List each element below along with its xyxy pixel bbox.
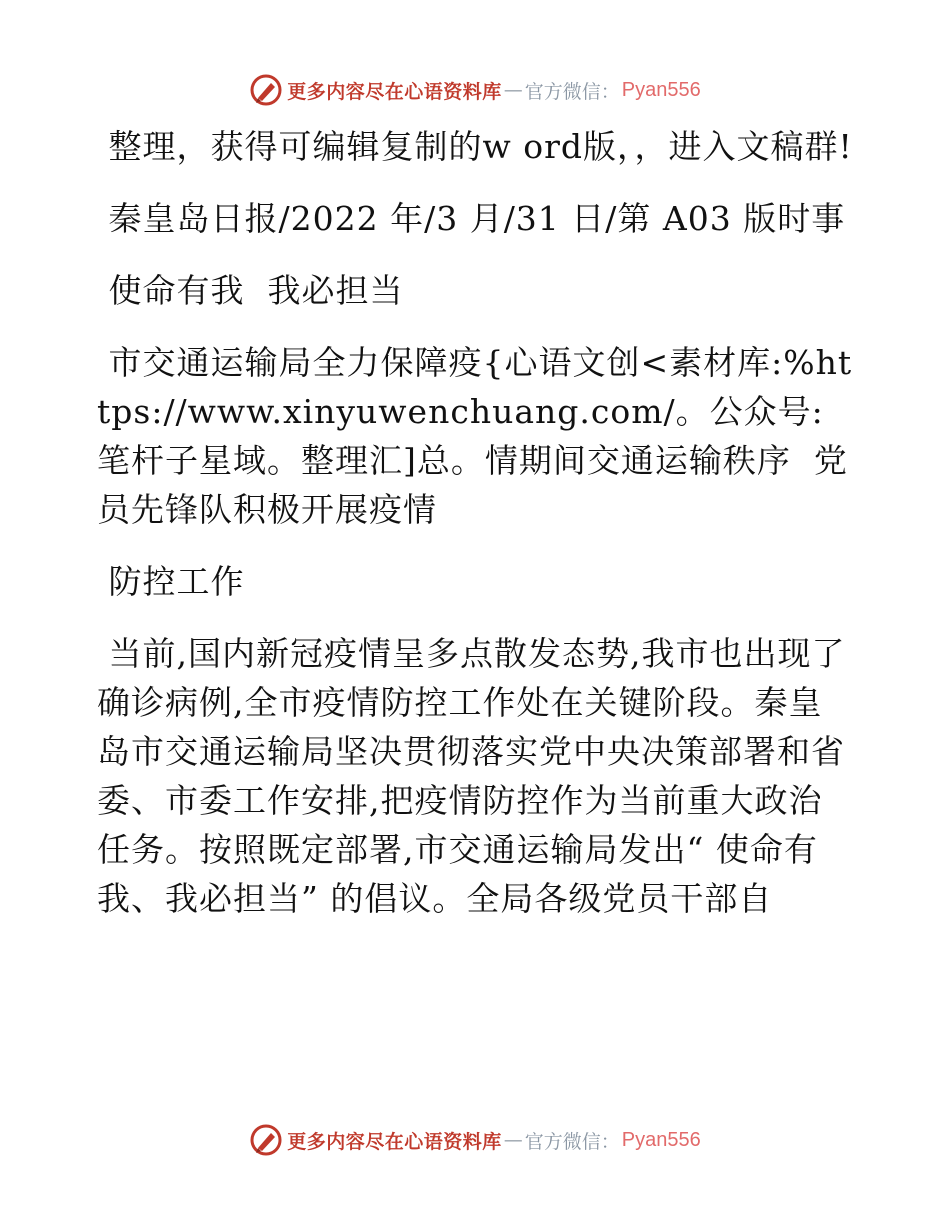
pen-logo-icon xyxy=(249,73,283,107)
watermark-wechat-id: Pyan556 xyxy=(621,1128,701,1151)
paragraph-intro: 整理，获得可编辑复制的w ord版，，进入文稿群! xyxy=(97,127,853,166)
watermark-main-text: 更多内容尽在心语资料库 xyxy=(287,1130,502,1153)
watermark-label: 官方微信： xyxy=(524,1130,620,1153)
paragraph-subheadline-end: 防控工作 xyxy=(97,562,245,601)
paragraph-main: 当前,国内新冠疫情呈多点散发态势,我市也出现了确诊病例,全市疫情防控工作处在关键阶段。秦皇岛市交通运输局坚决贯彻落实党中央决策部署和省委、市委工作安排,把疫情防控作为当前重大政治任务。按照既定部署,市交通运输局发出“ 使命有我、我必担当” 的倡议。全局各级党员干部自 xyxy=(97,634,846,918)
watermark-wechat-id: Pyan556 xyxy=(621,78,701,101)
footer-watermark xyxy=(0,1120,950,1160)
paragraph-headline: 使命有我 我必担当 xyxy=(97,271,404,310)
watermark-dash: — xyxy=(503,79,523,101)
header-watermark xyxy=(0,70,950,110)
watermark-main-text: 更多内容尽在心语资料库 xyxy=(287,80,502,103)
pen-logo-icon xyxy=(249,1123,283,1157)
watermark-label: 官方微信： xyxy=(524,80,620,103)
watermark-dash: — xyxy=(503,1129,523,1151)
document-body xyxy=(97,122,853,923)
paragraph-subheadline: 市交通运输局全力保障疫{心语文创<素材库:%https://www.xinyuwenchuang.com/。公众号: 笔杆子星域。整理汇]总。情期间交通运输秩序 党员先锋队积极开展疫情 xyxy=(97,343,853,529)
paragraph-source: 秦皇岛日报/2022 年/3 月/31 日/第 A03 版时事 xyxy=(97,199,846,238)
